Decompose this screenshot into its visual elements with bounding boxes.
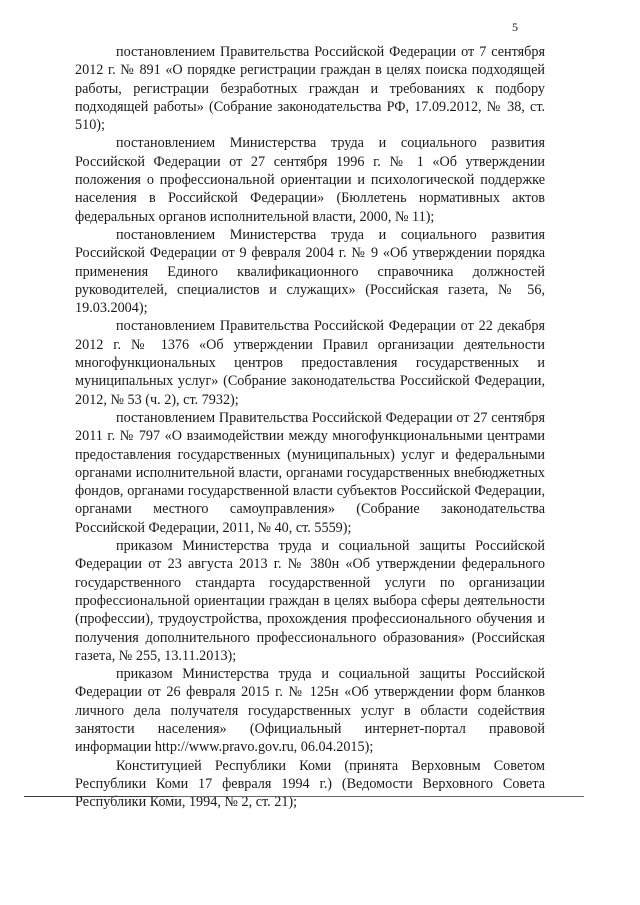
- page-number: 5: [512, 20, 518, 34]
- paragraph-resolution-mintrud-9: постановлением Министерства труда и социального развития Российской Федерации от 9 февраля 2004 г. № 9 «Об утверждении порядка применения Единого квалификационного справочника должностей руководителей, специалистов и служащих» (Российская газета, № 56, 19.03.2004);: [75, 226, 545, 317]
- document-body: [75, 43, 545, 811]
- paragraph-resolution-891: постановлением Правительства Российской Федерации от 7 сентября 2012 г. № 891 «О порядке регистрации граждан в целях поиска подходящей работы, регистрации безработных граждан и требованиях к подбору подходящей работы» (Собрание законодательства РФ, 17.09.2012, № 38, ст. 510);: [75, 44, 545, 134]
- paragraph-resolution-1376: постановлением Правительства Российской Федерации от 22 декабря 2012 г. № 1376 «Об утверждении Правил организации деятельности многофункциональных центров предоставления государственных и муниципальных услуг» (Собрание законодательства Российской Федерации, 2012, № 53 (ч. 2), ст. 7932);: [75, 318, 545, 408]
- paragraph-resolution-mintrud-1: постановлением Министерства труда и социального развития Российской Федерации от 27 сентября 1996 г. № 1 «Об утверждении положения о профессиональной ориентации и психологической поддержке населения в Российской Федерации» (Бюллетень нормативных актов федеральных органов исполнительной власти, 2000, № 11);: [75, 135, 545, 225]
- paragraph-order-380n: приказом Министерства труда и социальной защиты Российской Федерации от 23 августа 2013 г. № 380н «Об утверждении федерального государственного стандарта государственной услуги по организации профессиональной ориентации граждан в целях выбора сферы деятельности (профессии), трудоустройства, прохождения профессионального обучения и получения дополнительного профессионального образования» (Российская газета, № 255, 13.11.2013);: [75, 538, 545, 664]
- paragraph-resolution-797: постановлением Правительства Российской Федерации от 27 сентября 2011 г. № 797 «О взаимодействии между многофункциональными центрами предоставления государственных (муниципальных) услуг и федеральными органами исполнительной власти, органами государственных внебюджетных фондов, органами государственной власти субъектов Российской Федерации, органами местного самоуправления» (Собрание законодательства Российской Федерации, 2011, № 40, ст. 5559);: [75, 409, 545, 536]
- paragraph-order-125n: приказом Министерства труда и социальной защиты Российской Федерации от 26 февраля 2015 г. № 125н «Об утверждении форм бланков личного дела получателя государственных услуг в области содействия занятости населения» (Официальный интернет-портал правовой информации http://www.pravo.gov.ru, 06.04.2015);: [75, 666, 545, 756]
- paragraph-constitution-komi: Конституцией Республики Коми (принята Верховным Советом Республики Коми 17 февраля 1994 г.) (Ведомости Верховного Совета Республики Коми, 1994, № 2, ст. 21);: [75, 757, 545, 811]
- footer-divider-dark-segment: [24, 796, 174, 797]
